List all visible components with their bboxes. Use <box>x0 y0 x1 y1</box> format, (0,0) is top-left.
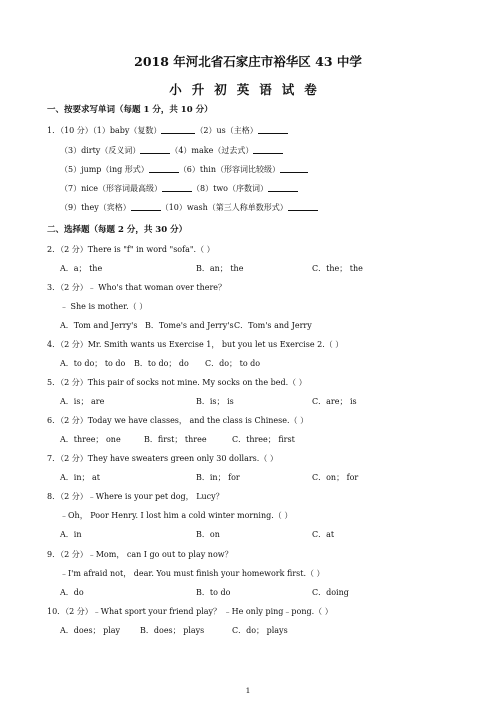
option-a[interactable]: A．a； the <box>60 264 103 273</box>
answer-blank[interactable] <box>162 183 192 192</box>
answer-blank[interactable] <box>268 183 298 192</box>
q1-item-b: （6）thin（形容词比较级） <box>178 165 280 174</box>
option-b[interactable]: B．does； plays <box>140 626 205 635</box>
section-1-heading: 一、按要求写单词（每题 1 分，共 10 分） <box>47 105 213 115</box>
answer-blank[interactable] <box>140 145 170 154</box>
q1-line-4 <box>60 183 298 194</box>
q1-item-b: （4）make（过去式） <box>170 146 254 155</box>
question-stem: 8．（2 分）﹣Where is your pet dog， Lucy？ <box>47 492 224 501</box>
answer-blank[interactable] <box>149 164 179 173</box>
option-c[interactable]: C．doing <box>312 588 349 597</box>
answer-blank[interactable] <box>161 125 195 134</box>
question-stem: 5．（2 分）This pair of socks not mine. My socks on the bed.（ ） <box>47 378 307 387</box>
option-a[interactable]: A．in <box>60 530 82 539</box>
exam-title: 2018 年河北省石家庄市裕华区 43 中学 <box>134 54 362 69</box>
option-c[interactable]: C．are； is <box>312 397 357 406</box>
q1-line-3 <box>60 164 308 175</box>
q1-item-a: （7）nice（形容词最高级） <box>60 184 163 193</box>
option-b[interactable]: B．to do； do <box>134 359 189 368</box>
question-stem: 2．（2 分）There is "f" in word "sofa".（ ） <box>47 245 215 254</box>
question-stem-2: ﹣Oh， Poor Henry. I lost him a cold winter morning.（ ） <box>60 511 293 520</box>
question-stem: 10．（2 分）﹣What sport your friend play？ ﹣He only ping﹣pong.（ ） <box>47 607 333 616</box>
option-a[interactable]: A．in； at <box>60 473 101 482</box>
q1-item-a: （3）dirty（反义词） <box>60 146 141 155</box>
q1-item-a: （9）they（宾格） <box>60 203 131 212</box>
option-b[interactable]: B．to do <box>196 588 231 597</box>
question-stem-2: ﹣I'm afraid not， dear. You must finish your homework first.（ ） <box>60 569 325 578</box>
option-a[interactable]: A．Tom and Jerry's <box>60 321 138 330</box>
option-c[interactable]: C．three； first <box>232 435 295 444</box>
option-c[interactable]: C．Tom's and Jerry <box>234 321 312 330</box>
option-a[interactable]: A．is； are <box>60 397 105 406</box>
q1-item-b: （8）two（序数词） <box>192 184 268 193</box>
option-c[interactable]: C．the； the <box>312 264 363 273</box>
option-b[interactable]: B．Tome's and Jerry's <box>145 321 234 330</box>
option-b[interactable]: B．on <box>196 530 220 539</box>
option-c[interactable]: C．on； for <box>312 473 359 482</box>
option-b[interactable]: B．is； is <box>196 397 234 406</box>
option-b[interactable]: B．in； for <box>196 473 240 482</box>
answer-blank[interactable] <box>258 125 288 134</box>
option-b[interactable]: B．first； three <box>144 435 207 444</box>
q1-line-2 <box>60 145 283 156</box>
option-a[interactable]: A．to do； to do <box>60 359 126 368</box>
option-a[interactable]: A．does； play <box>60 626 121 635</box>
question-stem: 6．（2 分）Today we have classes， and the class is Chinese.（ ） <box>47 416 309 425</box>
answer-blank[interactable] <box>131 202 161 211</box>
q1-line-5 <box>60 202 318 213</box>
question-stem: 7．（2 分）They have sweaters green only 30 dollars.（ ） <box>47 454 278 463</box>
q1-item-a: 1．（10 分）（1）baby（复数） <box>47 126 162 135</box>
q1-item-b: （10）wash（第三人称单数形式） <box>160 203 288 212</box>
question-stem: 3．（2 分）﹣ Who's that woman over there？ <box>47 283 227 292</box>
q1-item-a: （5）jump（ing 形式） <box>60 165 149 174</box>
q1-line-1 <box>47 125 288 136</box>
answer-blank[interactable] <box>288 202 318 211</box>
exam-subtitle: 小升初英语试卷 <box>169 82 327 97</box>
q1-item-b: （2）us（主格） <box>195 126 258 135</box>
option-c[interactable]: C．do； plays <box>232 626 288 635</box>
question-stem: 9．（2 分）﹣Mom， can I go out to play now？ <box>47 550 233 559</box>
question-stem-2: ﹣ She is mother.（ ） <box>60 302 148 311</box>
option-b[interactable]: B．an； the <box>196 264 244 273</box>
option-c[interactable]: C．do； to do <box>205 359 261 368</box>
page-number: 1 <box>245 686 251 695</box>
option-a[interactable]: A．three； one <box>60 435 121 444</box>
question-stem: 4．（2 分）Mr. Smith wants us Exercise 1， but you let us Exercise 2.（ ） <box>47 340 344 349</box>
answer-blank[interactable] <box>280 164 308 173</box>
answer-blank[interactable] <box>253 145 283 154</box>
option-a[interactable]: A．do <box>60 588 84 597</box>
option-c[interactable]: C．at <box>312 530 335 539</box>
section-2-heading: 二、选择题（每题 2 分，共 30 分） <box>47 225 188 235</box>
